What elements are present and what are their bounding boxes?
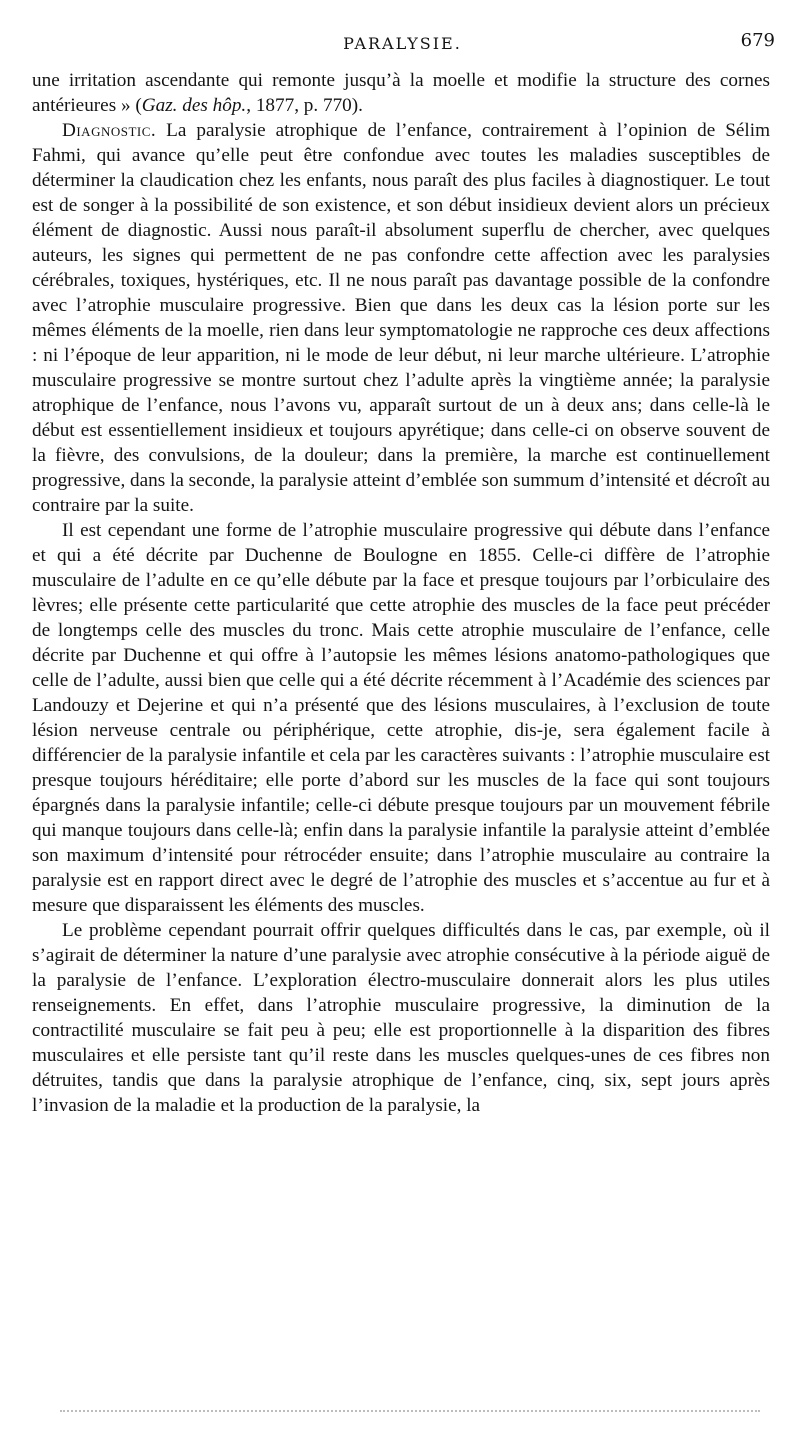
page-number: 679 xyxy=(740,30,775,51)
running-head xyxy=(30,30,775,60)
footer-dotted-rule xyxy=(60,1410,760,1412)
paragraph-electro-exploration xyxy=(32,918,770,1118)
section-lead: Diagnostic. xyxy=(62,120,157,141)
paragraph-text: Le problème cependant pourrait offrir quelques difficultés dans le cas, par exemple, où il s’agirait de déterminer la nature d’une paralysie avec atrophie consécutive à la période aiguë de la paralysie de l’enfance. L’exploration électro-musculaire donnerait alors les plus utiles renseignements. En effet, dans l’atrophie musculaire progressive, la diminution de la contractilité musculaire se fait peu à peu; elle est proportionnelle à la disparition des fibres musculaires et elle persiste tant qu’il reste dans les muscles quelques-unes de ces fibres non détruites, tandis que dans la paralysie atrophique de l’enfance, cinq, six, sept jours après l’invasion de la maladie et la production de la paralysie, la xyxy=(32,920,770,1116)
citation-details: , 1877, p. 770). xyxy=(246,95,363,116)
body-text xyxy=(32,68,770,1118)
paragraph-duchenne xyxy=(32,518,770,918)
paragraph-text: La paralysie atrophique de l’enfance, contrairement à l’opinion de Sélim Fahmi, qui avance qu’elle peut être confondue avec toutes les maladies susceptibles de déterminer la claudication chez les enfants, nous paraît des plus faciles à diagnostiquer. Le tout est de songer à la possibilité de son existence, et son début insidieux devient alors un précieux élément de diagnostic. Aussi nous paraît-il absolument superflu de chercher, avec quelques auteurs, les signes qui permettent de ne pas confondre cette affection avec les paralysies cérébrales, toxiques, hystériques, etc. Il ne nous paraît pas davantage possible de la confondre avec l’atrophie musculaire progressive. Bien que dans les deux cas la lésion porte sur les mêmes éléments de la moelle, rien dans leur symptomatologie ne rapproche ces deux affections : ni l’époque de leur apparition, ni le mode de leur début, ni leur marche ultérieure. L’atrophie musculaire progressive se montre surtout chez l’adulte après la vingtième année; la paralysie atrophique de l’enfance, nous l’avons vu, apparaît surtout de un à deux ans; dans celle-là le début est essentiellement insidieux et toujours apyrétique; dans celle-ci on observe souvent de la fièvre, des convulsions, de la douleur; dans la première, la marche est continuellement progressive, dans la seconde, la paralysie atteint d’emblée son summum d’intensité et décroît au contraire par la suite. xyxy=(32,120,770,516)
citation-title: Gaz. des hôp. xyxy=(141,95,247,116)
paragraph-diagnostic xyxy=(32,118,770,518)
paragraph-text: Il est cependant une forme de l’atrophie musculaire progressive qui débute dans l’enfance et qui a été décrite par Duchenne de Boulogne en 1855. Celle-ci diffère de l’atrophie musculaire de l’adulte en ce qu’elle débute par la face et presque toujours par l’orbiculaire des lèvres; elle présente cette particularité que cette atrophie des muscles de la face peut précéder de longtemps celle des muscles du tronc. Mais cette atrophie musculaire de l’enfance, celle décrite par Duchenne et qui offre à l’autopsie les mêmes lésions anatomo-pathologiques que celle de l’adulte, aussi bien que celle qui a été décrite récemment à l’Académie des sciences par Landouzy et Dejerine et qui n’a présenté que des lésions musculaires, à l’exclusion de toute lésion nerveuse centrale ou périphérique, cette atrophie, dis-je, sera également facile à différencier de la paralysie infantile et cela par les caractères suivants : l’atrophie musculaire est presque toujours héréditaire; elle porte d’abord sur les muscles de la face qui sont toujours épargnés dans la paralysie infantile; celle-ci débute presque toujours par un mouvement fébrile qui manque toujours dans celle-là; enfin dans la paralysie infantile la paralysie atteint d’emblée son maximum d’intensité pour rétrocéder ensuite; dans l’atrophie musculaire au contraire la paralysie est en rapport direct avec le degré de l’atrophie des muscles et s’accentue au fur et à mesure que disparaissent les éléments des muscles. xyxy=(32,520,770,916)
paragraph-text: une irritation ascendante qui remonte jusqu’à la moelle et modifie la structure des cornes antérieures » ( xyxy=(32,70,770,116)
paragraph-continuation xyxy=(32,68,770,118)
running-title: PARALYSIE. xyxy=(343,34,462,53)
